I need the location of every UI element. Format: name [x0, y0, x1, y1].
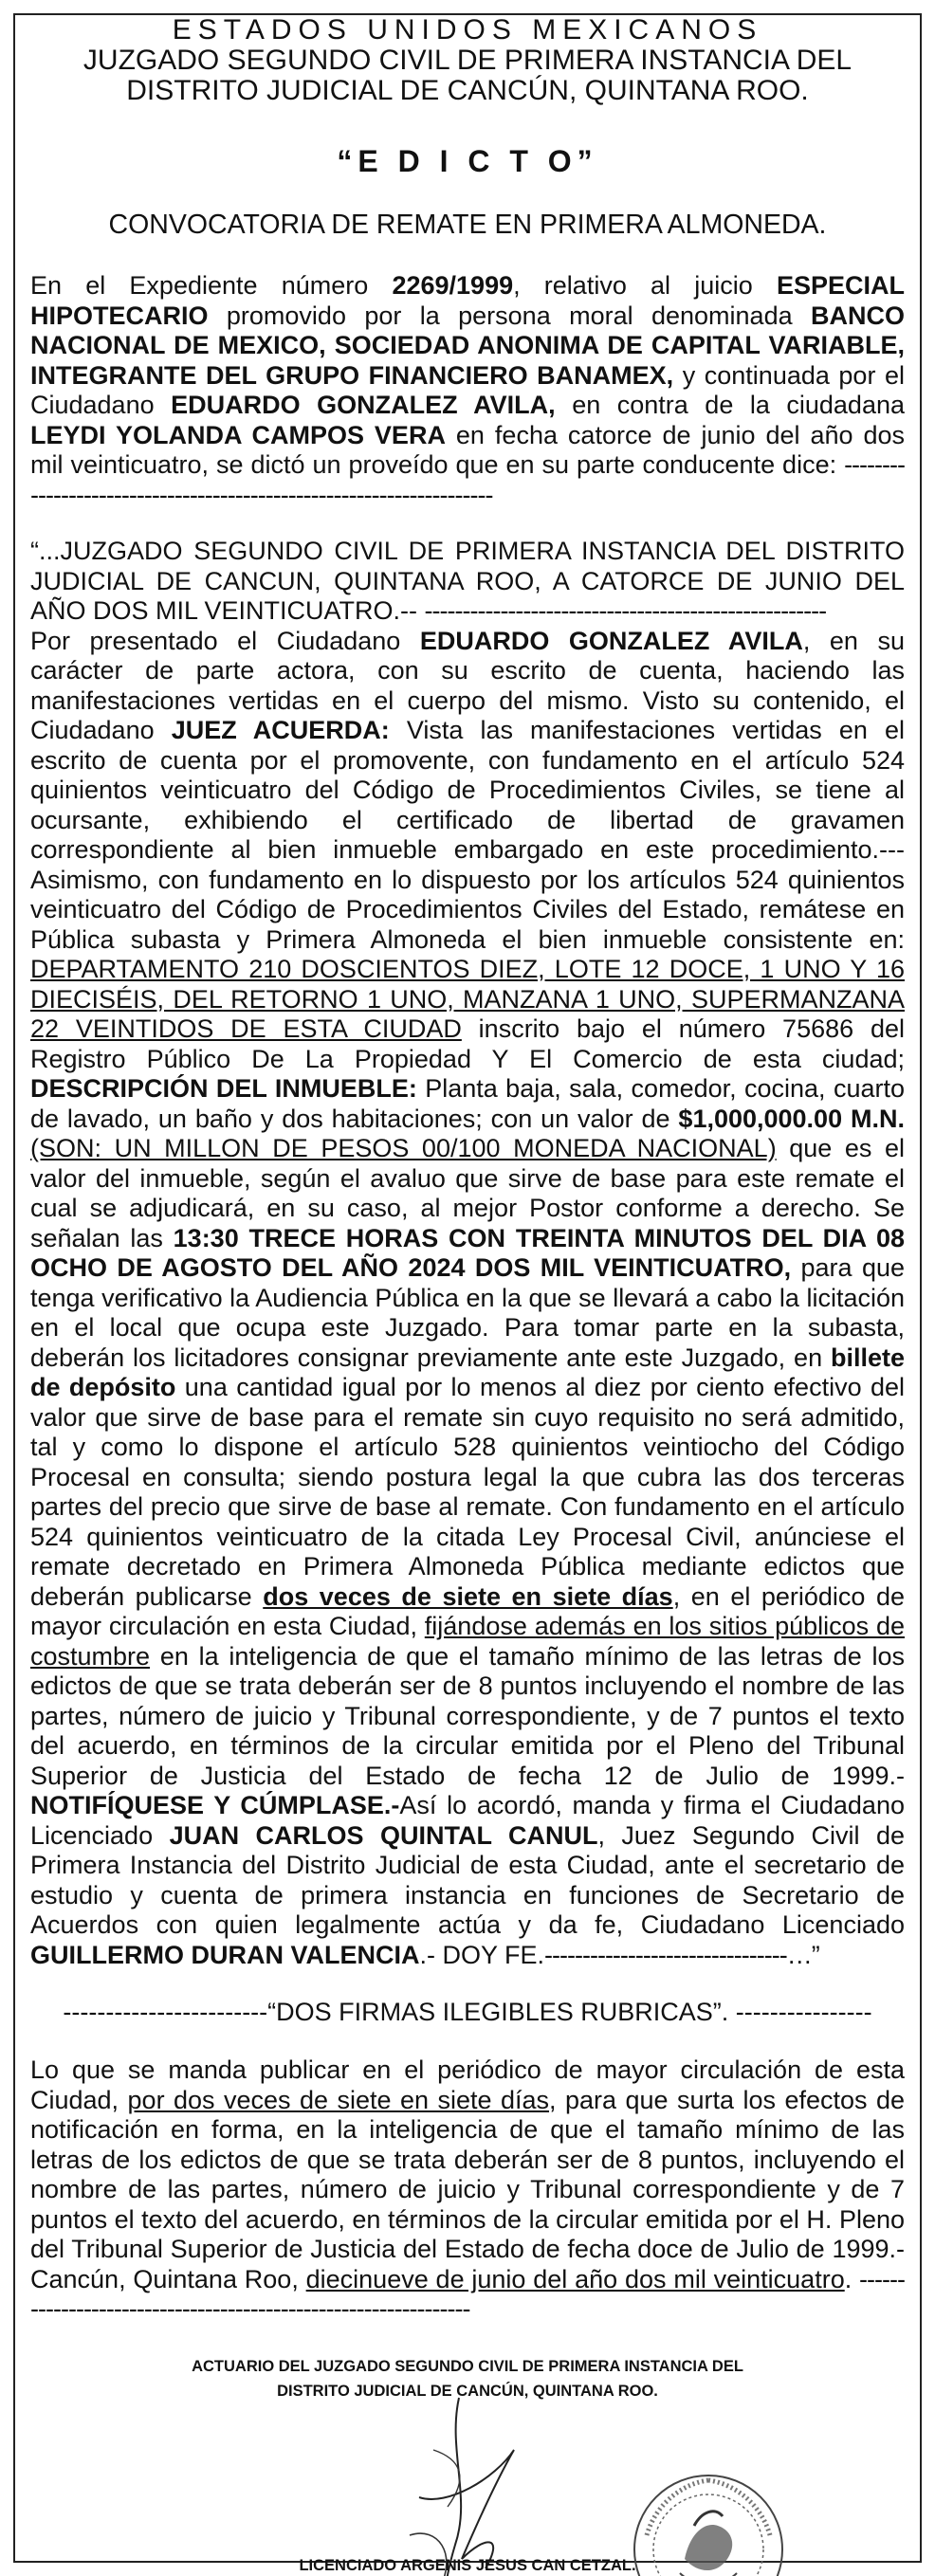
- paragraph2-run: Vista las manifestaciones vertidas en el escrito de cuenta por el promovente, con fundamento en el artículo 524 quinientos veinticuatro del Código de Procedimientos Civiles, se tiene al ocursante, exhibiendo el certificado de libertad de gravamen correspondiente al bien inmueble embargado en este procedimiento.--- Asimismo, con fundamento en lo dispuesto por los artículos 524 quinientos veinticuatro del Código de Procedimientos Civiles del Estado, remátese en Pública subasta y Primera Almoneda el bien inmueble consistente en:: [30, 716, 905, 954]
- paragraph2-run: para que tenga verificativo la Audiencia Pública en la que se llevará a cabo la licitación en el local que ocupa este Juzgado. Para tomar parte en la subasta, deberán los licitadores consignar previamente ante este Juzgado, en: [30, 1253, 905, 1372]
- paragraph2-run: inscrito bajo el número 75686 del Registro Público De La Propiedad Y El Comercio de esta ciudad;: [30, 1014, 905, 1073]
- paragraph1-dash-fill: ---------------------------------------------------------------------: [30, 450, 905, 509]
- convocatoria-heading: CONVOCATORIA DE REMATE EN PRIMERA ALMONEDA.: [108, 210, 827, 240]
- paragraph2-dash-fill: -----------------------------------------------------: [424, 596, 827, 625]
- paragraph2-run: Así lo acordó, manda y firma el Ciudadano Licenciado: [30, 1791, 905, 1850]
- paragraph2-run: DESCRIPCIÓN DEL INMUEBLE:: [30, 1074, 417, 1103]
- paragraph1-run: y continuada por el Ciudadano: [30, 360, 905, 419]
- paragraph2-run: que es el valor del inmueble, según el avaluo que sirve de base para este remate el cual se adjudicará, en su caso, al mejor Postor conforme a derecho. Se señalan las: [30, 1134, 905, 1252]
- paragraph1-run: en contra de la ciudadana: [555, 391, 905, 419]
- paragraph1-run: En el Expediente número: [30, 271, 393, 300]
- paragraph2-run: JUAN CARLOS QUINTAL CANUL: [169, 1820, 598, 1850]
- paragraph1-run: EDUARDO GONZALEZ AVILA,: [171, 391, 556, 419]
- paragraph2-run: una cantidad igual por lo menos al diez por ciento efectivo del valor que sirve de base para el remate sin cuyo requisito no será admitido, tal y como lo dispone el artículo 528 quinientos veintiocho del Código Procesal en consulta; siendo postura legal la que cubra las dos terceras partes del precio que sirve de base al remate. Con fundamento en el artículo 524 quinientos veinticuatro de la citada Ley Procesal Civil, anúnciese el remate decretado en Primera Almoneda Pública mediante edictos que deberán publicarse: [30, 1373, 906, 1611]
- firmas-line: ------------------------“DOS FIRMAS ILEGIBLES RUBRICAS”. ----------------: [63, 1998, 872, 2026]
- paragraph1-run: 2269/1999: [392, 271, 514, 300]
- paragraph3-dash-fill: ----------------------------------------------------------------: [30, 2264, 905, 2323]
- paragraph2-run: , en su carácter de parte actora, con su escrito de cuenta, haciendo las manifestaciones vertidas en el cuerpo del mismo. Visto su contenido, el Ciudadano: [30, 626, 905, 744]
- court-seal-icon: [628, 2469, 789, 2576]
- signer-name: LICENCIADO ARGENIS JESUS CAN CETZAL.: [299, 2556, 636, 2574]
- paragraph-publicacion: [30, 2055, 905, 2325]
- paragraph2-run: 13:30 TRECE HORAS CON TREINTA MINUTOS DEL DIA 08 OCHO DE AGOSTO DEL AÑO 2024 DOS MIL VEINTICUATRO,: [30, 1223, 905, 1282]
- paragraph2-run: billete de depósito: [30, 1343, 905, 1401]
- paragraph2-run: (SON: UN MILLON DE PESOS 00/100 MONEDA NACIONAL): [30, 1134, 777, 1162]
- document-body: [30, 15, 905, 2576]
- paragraph1-run: , relativo al juicio: [513, 271, 777, 300]
- handwritten-signature: [381, 2393, 533, 2576]
- paragraph2-run: EDUARDO GONZALEZ AVILA: [419, 626, 803, 655]
- paragraph2-run: en la inteligencia de que el tamaño mínimo de las letras de los edictos de que se trata deberán ser de 8 puntos incluyendo el nombre de las partes, número de juicio y Tribunal correspondiente, y de 7 puntos el texto del acuerdo, en términos de la circular emitida por el Pleno del Tribunal Superior de Justicia del Estado de fecha 12 de Julio de 1999.-: [30, 1641, 905, 1790]
- paragraph2-run: NOTIFÍQUESE Y CÚMPLASE.-: [30, 1791, 400, 1819]
- paragraph2-run: GUILLERMO DURAN VALENCIA: [30, 1940, 420, 1969]
- paragraph2-run: $1,000,000.00 M.N.: [678, 1104, 905, 1133]
- signature-title-line2: DISTRITO JUDICIAL DE CANCÚN, QUINTANA ROO.: [277, 2382, 658, 2400]
- paragraph3-run: , para que surta los efectos de notificación en forma, en la inteligencia de que el tamaño mínimo de las letras de los edictos de que se trata deberán ser de 8 puntos, incluyendo el nombre de las partes, número de juicio y Tribunal correspondiente y de 7 puntos el texto del acuerdo, en términos de la circular emitida por el H. Pleno del Tribunal Superior de Justicia del Estado de fecha doce de Julio de 1999.- Cancún, Quintana Roo,: [30, 2085, 905, 2293]
- paragraph1-run: en fecha catorce de junio del año dos mil veinticuatro, se dictó un proveído que en su parte conducente dice:: [30, 420, 906, 479]
- paragraph2-run: Por presentado el Ciudadano: [30, 626, 420, 655]
- paragraph-acuerdo: [30, 537, 905, 1970]
- paragraph2-run: .- DOY FE.: [419, 1940, 545, 1969]
- paragraph1-run: ESPECIAL HIPOTECARIO: [30, 271, 905, 330]
- paragraph3-run: diecinueve de junio del año dos mil veinticuatro: [305, 2264, 845, 2293]
- document-title: “E D I C T O”: [337, 144, 598, 178]
- header-district: DISTRITO JUDICIAL DE CANCÚN, QUINTANA ROO.: [126, 75, 809, 106]
- paragraph3-run: .: [844, 2264, 860, 2293]
- signature-title-line1: ACTUARIO DEL JUZGADO SEGUNDO CIVIL DE PRIMERA INSTANCIA DEL: [192, 2357, 743, 2375]
- paragraph3-run: por dos veces de siete en siete días: [127, 2085, 550, 2114]
- paragraph1-run: LEYDI YOLANDA CAMPOS VERA: [30, 420, 446, 449]
- paragraph2-run: Planta baja, sala, comedor, cocina, cuarto de lavado, un baño y dos habitaciones; con un valor de: [30, 1074, 906, 1133]
- header-country: ESTADOS UNIDOS MEXICANOS: [172, 14, 763, 46]
- paragraph2-run: “...JUZGADO SEGUNDO CIVIL DE PRIMERA INSTANCIA DEL DISTRITO JUDICIAL DE CANCUN, QUINTANA ROO, A CATORCE DE JUNIO DEL AÑO DOS MIL VEINTICUATRO.--: [30, 537, 905, 625]
- paragraph2-run: fijándose además en los sitios públicos de costumbre: [30, 1612, 905, 1671]
- paragraph1-run: promovido por la persona moral denominada: [208, 301, 811, 330]
- paragraph2-run: , en el periódico de mayor circulación en esta Ciudad,: [30, 1581, 906, 1640]
- paragraph2-run: , Juez Segundo Civil de Primera Instancia del Distrito Judicial de esta Ciudad, ante el secretario de estudio y cuenta de primera instancia en funciones de Secretario de Acuerdos con quien legalmente actúa y da fe, Ciudadano Licenciado: [30, 1820, 905, 1939]
- paragraph2-dash-fill: --------------------------------…”: [544, 1940, 819, 1969]
- paragraph3-run: Lo que se manda publicar en el periódico de mayor circulación de esta Ciudad,: [30, 2055, 905, 2114]
- paragraph-expediente: [30, 271, 905, 510]
- signature-block: [30, 2355, 905, 2576]
- paragraph1-run: BANCO NACIONAL DE MEXICO, SOCIEDAD ANONIMA DE CAPITAL VARIABLE, INTEGRANTE DEL GRUPO FINANCIERO BANAMEX,: [30, 301, 905, 390]
- paragraph2-run: JUEZ ACUERDA:: [171, 716, 390, 744]
- header-court: JUZGADO SEGUNDO CIVIL DE PRIMERA INSTANCIA DEL: [82, 45, 852, 76]
- paragraph2-run: dos veces de siete en siete días: [263, 1581, 673, 1611]
- paragraph2-run: DEPARTAMENTO 210 DOSCIENTOS DIEZ, LOTE 12 DOCE, 1 UNO Y 16 DIECISÉIS, DEL RETORNO 1 UNO, MANZANA 1 UNO, SUPERMANZANA 22 VEINTIDOS DE ESTA CIUDAD: [30, 955, 905, 1043]
